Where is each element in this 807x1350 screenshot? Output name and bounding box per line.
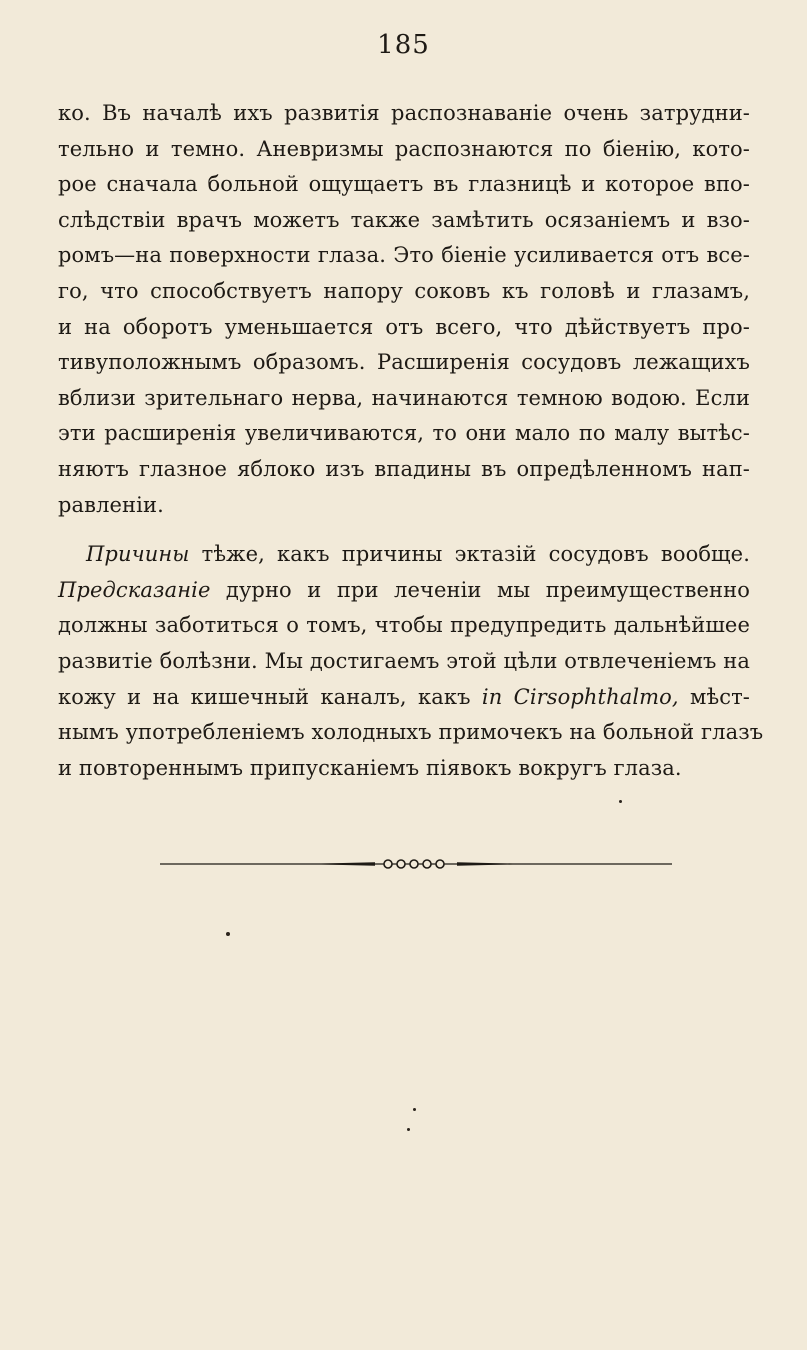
text-line: вблизи зрительнаго нерва, начинаются темною водою. Если: [58, 385, 750, 410]
typographic-rule-ornament-icon: [160, 850, 672, 880]
text-span: кожу и на кишечный каналъ, какъ: [58, 684, 482, 709]
text-line: [58, 537, 750, 573]
text-line: и на оборотъ уменьшается отъ всего, что дѣйствуетъ про-: [58, 314, 750, 339]
text-line: эти расширенія увеличиваются, то они мало по малу вытѣс-: [58, 421, 750, 446]
text-span: дурно и при леченіи мы преимущественно: [210, 577, 750, 602]
text-line: го, что способствуетъ напору соковъ къ головѣ и глазамъ,: [58, 278, 750, 303]
text-span: тѣже, какъ причины эктазій сосудовъ вообще.: [189, 542, 750, 567]
page-number: 185: [377, 30, 430, 60]
ink-speck: [407, 1128, 410, 1131]
text-line: тивуположнымъ образомъ. Расширенія сосудовъ лежащихъ: [58, 350, 750, 375]
text-line: ромъ—на поверхности глаза. Это біеніе усиливается отъ все-: [58, 243, 750, 268]
text-line: слѣдствіи врачъ можетъ также замѣтить осязаніемъ и взо-: [58, 207, 750, 232]
text-line: рое сначала больной ощущаетъ въ глазницѣ и которое впо-: [58, 172, 750, 197]
italic-term-prognosis: Предсказаніе: [58, 577, 211, 602]
body-text: [58, 96, 764, 786]
text-line: няютъ глазное яблоко изъ впадины въ опредѣленномъ нап-: [58, 456, 750, 481]
text-line: ко. Въ началѣ ихъ развитія распознаваніе очень затрудни-: [58, 101, 750, 125]
text-line: нымъ употребленіемъ холодныхъ примочекъ на больной глазъ: [58, 720, 764, 745]
ink-speck: [226, 932, 230, 936]
text-line: тельно и темно. Аневризмы распознаются по біенію, кото-: [58, 136, 750, 161]
text-line: и повтореннымъ припусканіемъ піявокъ вокругъ глаза.: [58, 755, 682, 780]
ink-speck: [413, 1108, 416, 1111]
ink-speck: [619, 800, 622, 803]
text-line: равленіи.: [58, 492, 164, 517]
text-span: мѣст-: [678, 684, 751, 709]
text-line: [58, 573, 750, 609]
text-line: [58, 680, 750, 716]
text-line: должны заботиться о томъ, чтобы предупредить дальнѣйшее: [58, 613, 750, 638]
italic-latin-term: in Cirsophthalmo,: [481, 684, 679, 709]
italic-term-causes: Причины: [86, 542, 190, 567]
text-line: развитіе болѣзни. Мы достигаемъ этой цѣли отвлеченіемъ на: [58, 648, 750, 673]
